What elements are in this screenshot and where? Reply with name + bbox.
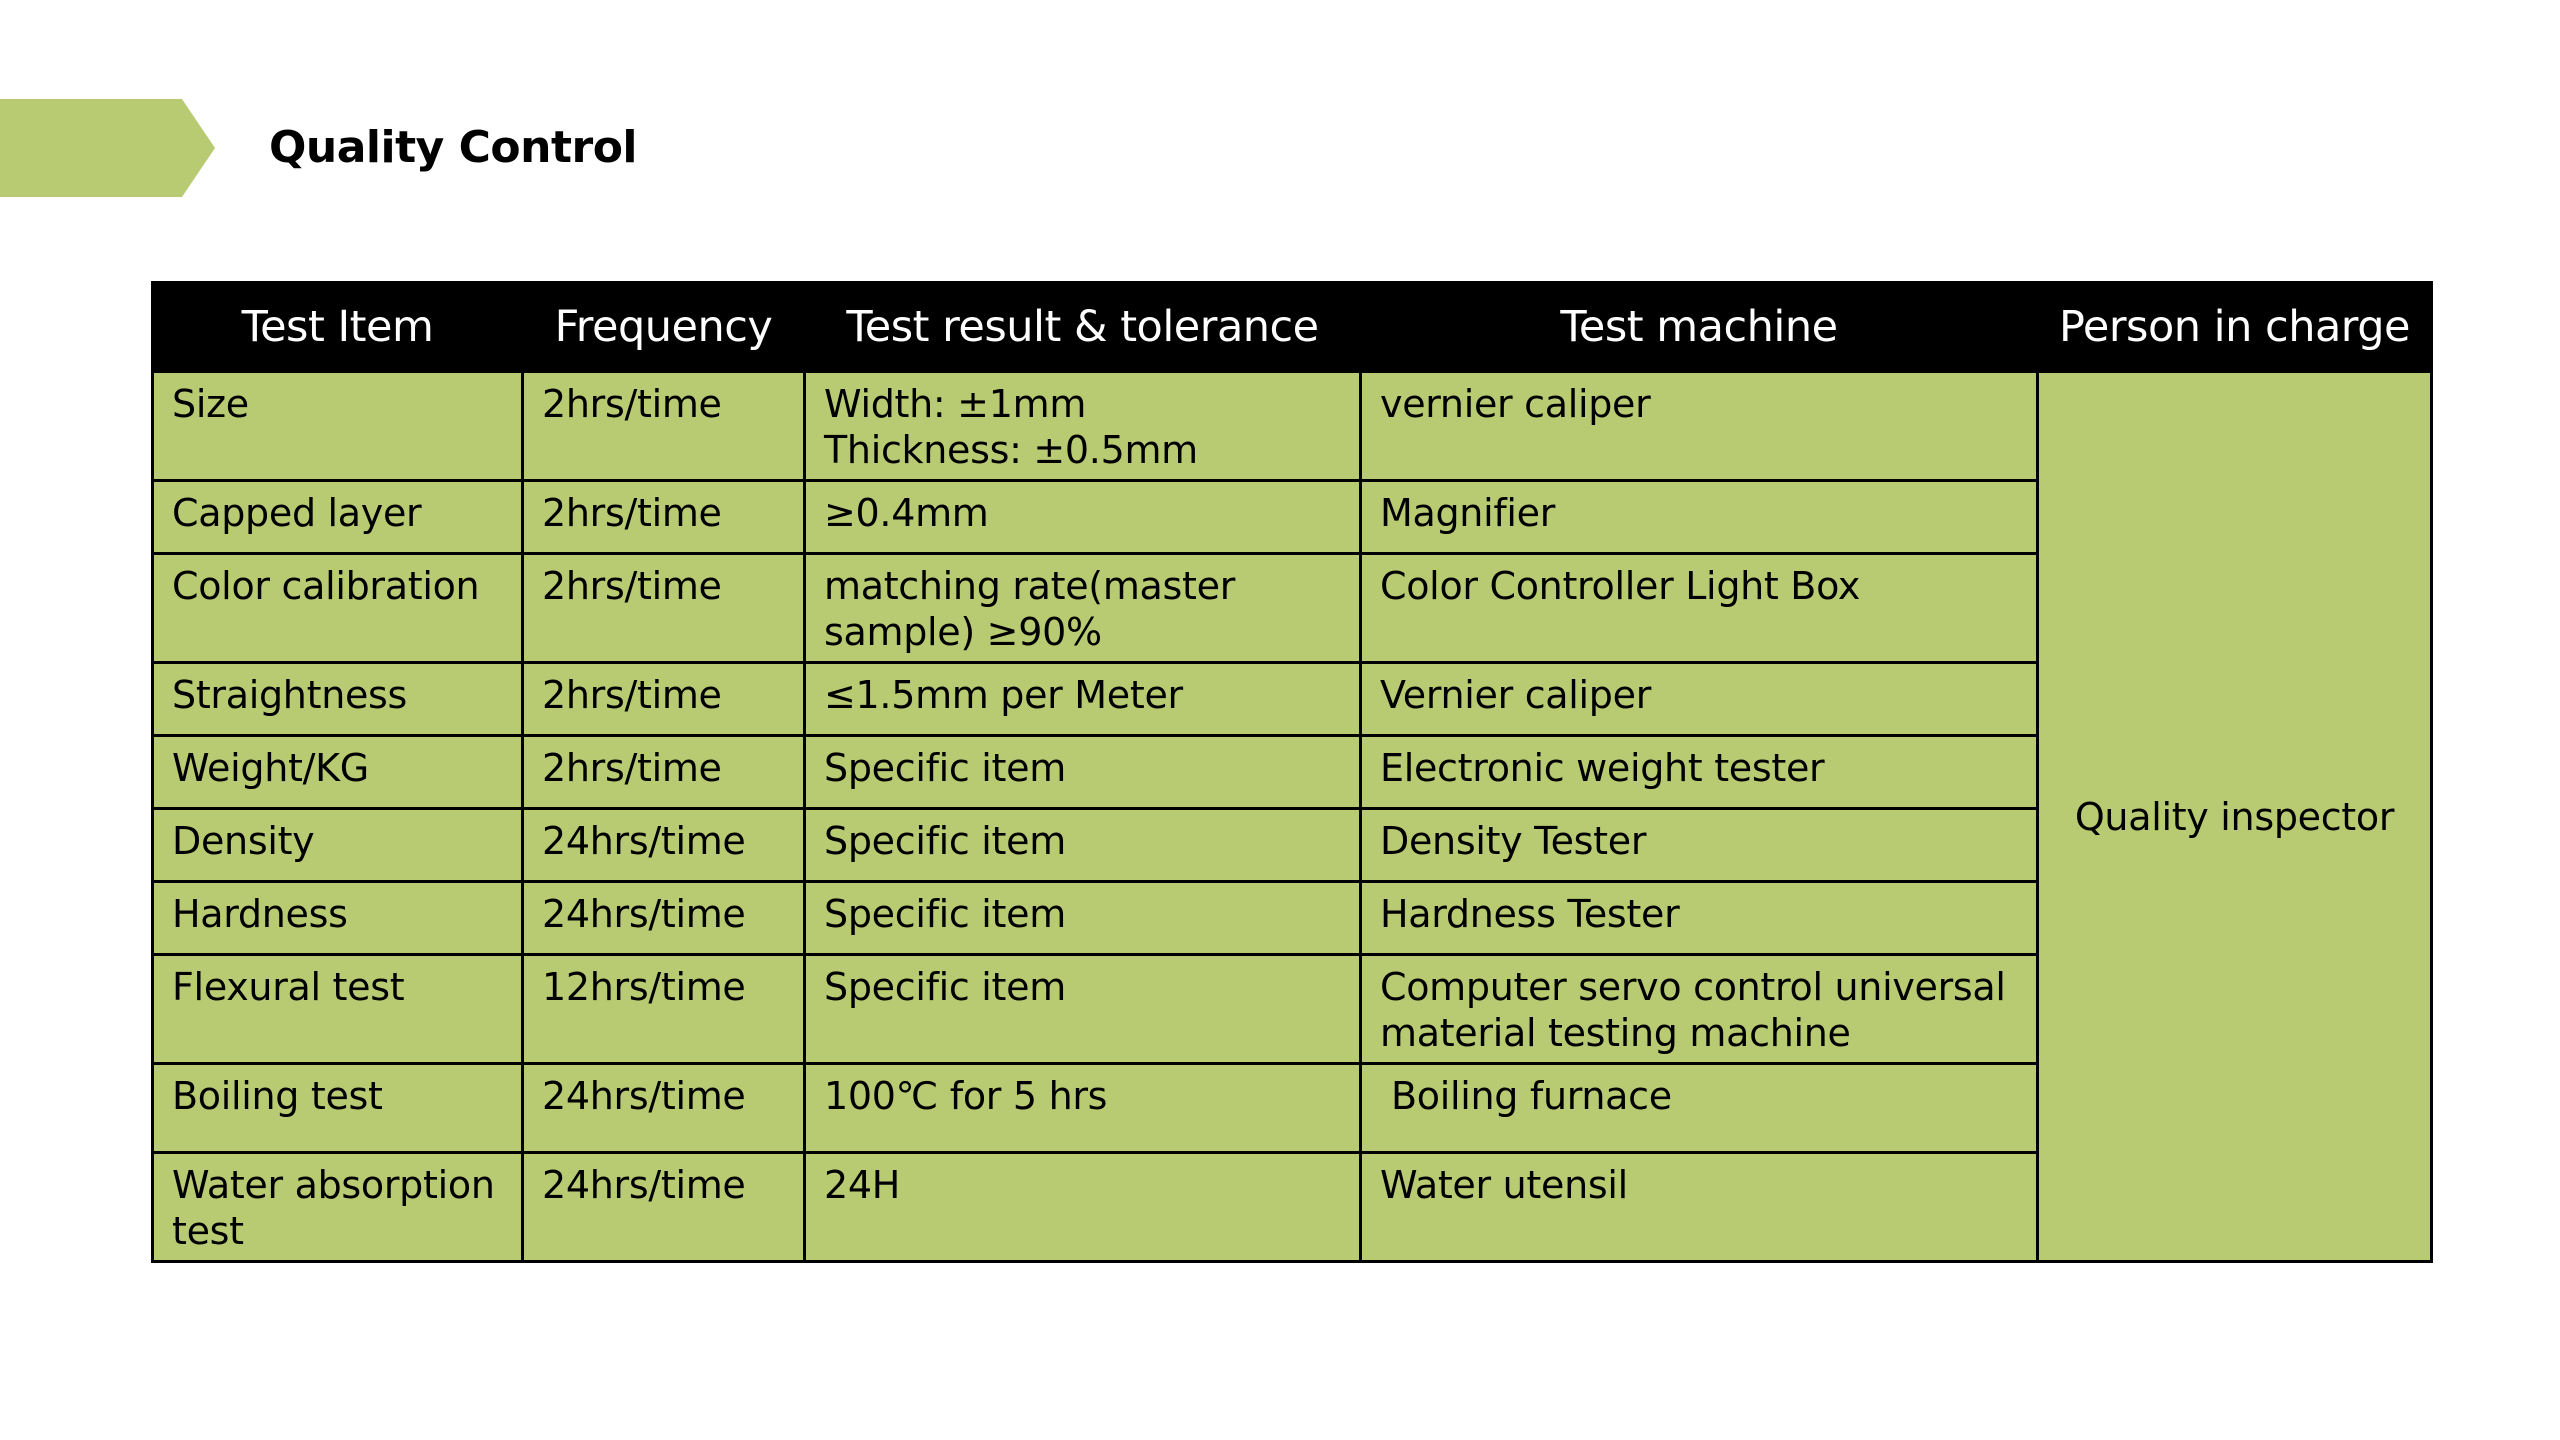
header-person-in-charge: Person in charge — [2038, 283, 2432, 372]
cell-test-item: Weight/KG — [153, 736, 523, 809]
machine-line: Vernier caliper — [1380, 673, 1652, 717]
quality-control-table — [151, 281, 2433, 1263]
cell-frequency: 2hrs/time — [523, 663, 805, 736]
cell-test-machine — [1361, 1064, 2038, 1153]
cell-test-item: Boiling test — [153, 1064, 523, 1153]
result-line: Specific item — [824, 892, 1066, 936]
cell-test-result — [805, 955, 1361, 1064]
cell-frequency: 2hrs/time — [523, 372, 805, 481]
cell-test-item: Density — [153, 809, 523, 882]
machine-line: material testing machine — [1380, 1011, 1851, 1055]
result-line: Thickness: ±0.5mm — [824, 428, 1198, 472]
cell-test-machine — [1361, 663, 2038, 736]
cell-test-item: Hardness — [153, 882, 523, 955]
cell-test-result — [805, 1153, 1361, 1262]
cell-test-item: Straightness — [153, 663, 523, 736]
result-line: Specific item — [824, 746, 1066, 790]
cell-frequency: 24hrs/time — [523, 1153, 805, 1262]
cell-frequency: 2hrs/time — [523, 481, 805, 554]
cell-test-item: Flexural test — [153, 955, 523, 1064]
cell-test-item: Capped layer — [153, 481, 523, 554]
machine-line: Boiling furnace — [1391, 1074, 1672, 1118]
machine-line: Magnifier — [1380, 491, 1556, 535]
header-frequency: Frequency — [523, 283, 805, 372]
machine-line: Density Tester — [1380, 819, 1647, 863]
cell-test-item: Size — [153, 372, 523, 481]
cell-test-result — [805, 663, 1361, 736]
machine-line: Electronic weight tester — [1380, 746, 1825, 790]
cell-test-item — [153, 1153, 523, 1262]
cell-frequency: 2hrs/time — [523, 736, 805, 809]
cell-test-machine — [1361, 736, 2038, 809]
cell-test-machine — [1361, 554, 2038, 663]
table-header-row — [153, 283, 2432, 372]
result-line: Specific item — [824, 965, 1066, 1009]
title-banner-arrow — [0, 99, 215, 197]
cell-test-machine — [1361, 372, 2038, 481]
cell-frequency: 2hrs/time — [523, 554, 805, 663]
cell-test-result — [805, 372, 1361, 481]
table-row — [153, 372, 2432, 481]
result-line: Width: ±1mm — [824, 382, 1087, 426]
cell-frequency: 24hrs/time — [523, 1064, 805, 1153]
cell-test-machine — [1361, 882, 2038, 955]
result-line: 100℃ for 5 hrs — [824, 1074, 1108, 1118]
machine-line: Color Controller Light Box — [1380, 564, 1861, 608]
result-line: ≤1.5mm per Meter — [824, 673, 1183, 717]
machine-line: Water utensil — [1380, 1163, 1628, 1207]
cell-test-result — [805, 554, 1361, 663]
cell-test-result — [805, 1064, 1361, 1153]
result-line: ≥0.4mm — [824, 491, 989, 535]
header-test-machine: Test machine — [1361, 283, 2038, 372]
cell-test-result — [805, 481, 1361, 554]
machine-line: Hardness Tester — [1380, 892, 1680, 936]
cell-frequency: 12hrs/time — [523, 955, 805, 1064]
cell-test-machine — [1361, 809, 2038, 882]
cell-test-machine — [1361, 955, 2038, 1064]
cell-test-machine — [1361, 481, 2038, 554]
cell-frequency: 24hrs/time — [523, 809, 805, 882]
cell-test-machine — [1361, 1153, 2038, 1262]
machine-line: vernier caliper — [1380, 382, 1651, 426]
result-line: sample) ≥90% — [824, 610, 1102, 654]
cell-frequency: 24hrs/time — [523, 882, 805, 955]
result-line: 24H — [824, 1163, 901, 1207]
result-line: matching rate(master — [824, 564, 1236, 608]
page-title: Quality Control — [269, 122, 638, 173]
item-line: Water absorption — [172, 1163, 495, 1207]
cell-person-in-charge: Quality inspector — [2038, 372, 2432, 1262]
item-line: test — [172, 1209, 244, 1253]
cell-test-result — [805, 882, 1361, 955]
machine-line: Computer servo control universal — [1380, 965, 2006, 1009]
header-test-item: Test Item — [153, 283, 523, 372]
header-test-result: Test result & tolerance — [805, 283, 1361, 372]
cell-test-result — [805, 809, 1361, 882]
result-line: Specific item — [824, 819, 1066, 863]
cell-test-item: Color calibration — [153, 554, 523, 663]
cell-test-result — [805, 736, 1361, 809]
